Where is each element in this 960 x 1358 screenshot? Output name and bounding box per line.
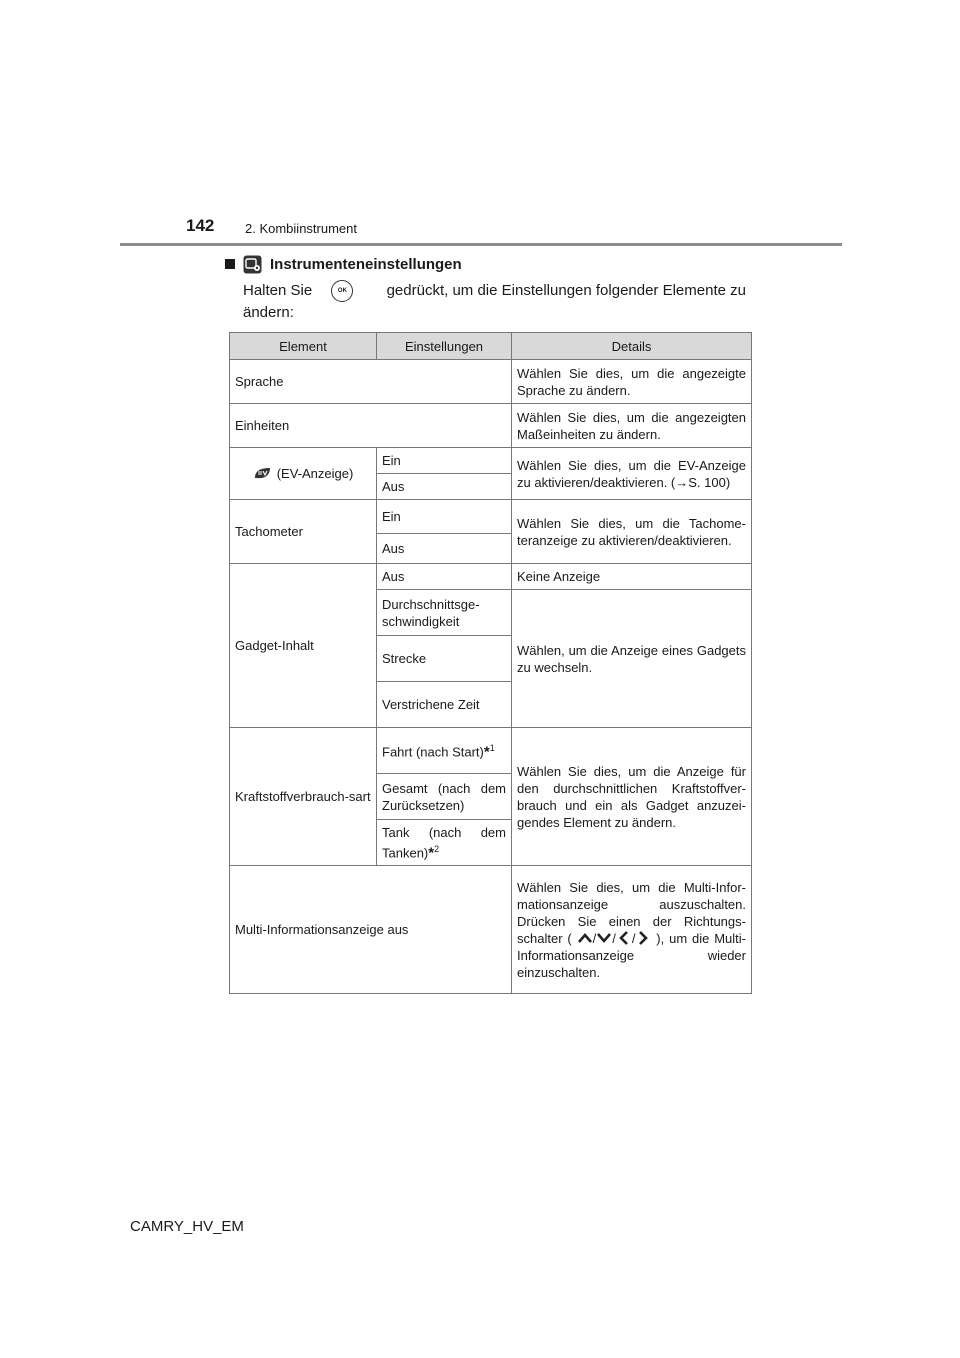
setting-ev-off: Aus xyxy=(377,474,512,500)
arrow-separator: / xyxy=(631,930,636,946)
footnote-mark: * xyxy=(483,743,490,761)
setting-fuel-trip-label: Fahrt (nach Start) xyxy=(382,744,484,760)
header-details: Details xyxy=(512,333,752,360)
setting-tacho-on: Ein xyxy=(377,500,512,534)
ok-button-icon: OK xyxy=(331,280,353,302)
details-multi-text1: Wählen Sie dies, um die Multi-Informationsanzeige auszuschalten. xyxy=(517,879,746,912)
element-ev xyxy=(230,448,377,500)
setting-tacho-off: Aus xyxy=(377,534,512,564)
setting-gadget-elapsed: Verstrichene Zeit xyxy=(377,682,512,728)
element-fuel: Kraftstoffverbrauch-sart xyxy=(230,728,377,866)
model-code: CAMRY_HV_EM xyxy=(130,1218,244,1235)
footnote-mark: * xyxy=(428,844,435,862)
setting-fuel-trip xyxy=(377,728,512,774)
chevron-down-icon xyxy=(596,931,612,945)
ev-indicator-icon xyxy=(253,467,272,480)
section-bullet xyxy=(225,259,235,269)
table-row xyxy=(230,404,752,448)
element-units: Einheiten xyxy=(230,404,512,448)
header-settings: Einstellungen xyxy=(377,333,512,360)
header-element: Element xyxy=(230,333,377,360)
setting-gadget-distance: Strecke xyxy=(377,636,512,682)
section-heading xyxy=(225,254,462,274)
details-ev: Wählen Sie dies, um die EV-Anzeige zu aktivieren/deaktivieren. (→S. 100) xyxy=(512,448,752,500)
intro-text-pre: Halten Sie xyxy=(243,282,313,299)
setting-fuel-tank xyxy=(377,820,512,866)
element-language: Sprache xyxy=(230,360,512,404)
chevron-left-icon xyxy=(616,931,632,945)
page-number: 142 xyxy=(186,216,215,235)
header-divider xyxy=(120,243,842,246)
element-multi-info-off: Multi-Informationsanzeige aus xyxy=(230,866,512,994)
section-title: Instrumenteneinstellungen xyxy=(270,255,462,273)
setting-ev-on: Ein xyxy=(377,448,512,474)
details-gadget: Wählen, um die Anzeige eines Gadgets zu wechseln. xyxy=(512,590,752,728)
details-gadget-off: Keine Anzeige xyxy=(512,564,752,590)
setting-fuel-total: Gesamt (nach dem Zurücksetzen) xyxy=(377,774,512,820)
setting-gadget-off: Aus xyxy=(377,564,512,590)
table-row xyxy=(230,360,752,404)
intro-text-post: gedrückt, um die Einstellungen folgender Elemente zu xyxy=(386,282,746,299)
settings-table xyxy=(229,332,752,994)
details-multi-info-off xyxy=(512,866,752,994)
footnote-ref-1: 1 xyxy=(489,743,495,754)
chevron-right-icon xyxy=(635,931,651,945)
table-row xyxy=(230,728,752,774)
details-language: Wählen Sie dies, um die angezeigte Sprache zu ändern. xyxy=(512,360,752,404)
footnote-ref-2: 2 xyxy=(434,844,440,854)
details-fuel: Wählen Sie dies, um die Anzeige für den durchschnittlichen Kraftstoffverbrauch und ein als Gadget anzuzeigendes Element zu ändern. xyxy=(512,728,752,866)
details-multi-text3: ), um die Multi-Informationsanzeige wieder einzuschalten. xyxy=(517,930,746,980)
table-header-row xyxy=(230,333,752,360)
table-row xyxy=(230,564,752,590)
chevron-up-icon xyxy=(577,931,593,945)
chapter-title: 2. Kombiinstrument xyxy=(245,221,357,236)
table-row xyxy=(230,500,752,534)
instrument-settings-icon xyxy=(243,255,262,274)
table-row xyxy=(230,448,752,474)
intro-text-line2: ändern: xyxy=(243,304,294,321)
details-multi-text2: Drücken Sie einen der Richtungsschalter ( xyxy=(517,913,746,946)
element-tachometer: Tachometer xyxy=(230,500,377,564)
intro-paragraph xyxy=(243,280,746,324)
element-ev-label: (EV-Anzeige) xyxy=(276,466,354,481)
setting-gadget-speed: Durchschnittsge-schwindigkeit xyxy=(377,590,512,636)
table-row xyxy=(230,866,752,994)
details-tachometer: Wählen Sie dies, um die Tachometeranzeige zu aktivieren/deaktivieren. xyxy=(512,500,752,564)
setting-fuel-tank-label: Tank (nach dem Tanken) xyxy=(382,825,506,861)
element-gadget: Gadget-Inhalt xyxy=(230,564,377,728)
arrow-separator: / xyxy=(612,930,616,946)
details-units: Wählen Sie dies, um die angezeigten Maßeinheiten zu ändern. xyxy=(512,404,752,448)
arrow-separator: / xyxy=(592,930,597,946)
